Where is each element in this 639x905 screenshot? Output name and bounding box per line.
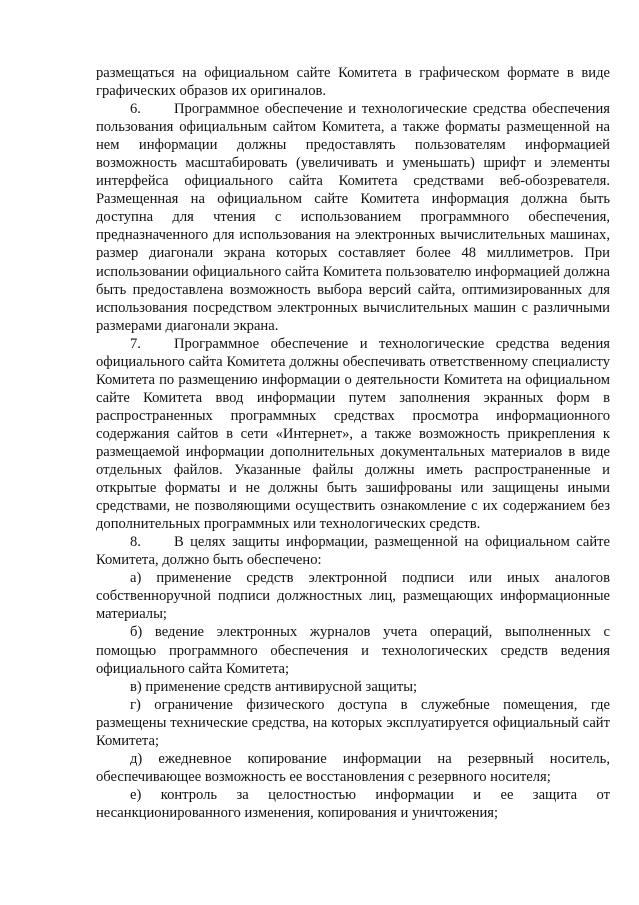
paragraph-text: Программное обеспечение и технологические средства ведения официального сайта Комитета должны обеспечивать ответственному специалисту Комитета по размещению информации о деятельности Комитета на официальном сайте Комитета ввод информации путем заполнения экранных форм в распространенных программных средствах просмотра информационного содержания сайтов в сети «Интернет», а также возможность прикрепления к размещаемой информации дополнительных документальных материалов в виде отдельных файлов. Указанные файлы должны иметь распространенные и открытые форматы и не должны быть зашифрованы или защищены иными средствами, не позволяющими осуществить ознакомление с их содержанием без дополнительных программных или технологических средств. <box>96 335 610 533</box>
paragraph-text: Программное обеспечение и технологические средства обеспечения пользования официальным сайтом Комитета, а также форматы размещенной на нем информации должны предоставлять пользователям информацией возможность масштабировать (увеличивать и уменьшать) шрифт и элементы интерфейса официального сайта Комитета средствами веб-обозревателя. Размещенная на официальном сайте Комитета информация должна быть доступна для чтения с использованием программного обеспечения, предназначенного для использования на электронных вычислительных машинах, размер диагонали экрана которых составляет более 48 миллиметров. При использовании официального сайта Комитета пользователю информацией должна быть предоставлена возможность выбора версий сайта, оптимизированных для использования посредством электронных вычислительных машин с различными размерами диагонали экрана. <box>96 101 610 334</box>
document-page <box>96 64 610 822</box>
list-item-a <box>96 569 610 623</box>
list-item-g <box>96 696 610 750</box>
paragraph-number: 7. <box>130 335 141 352</box>
paragraph-7 <box>96 335 610 534</box>
list-item-text: в) применение средств антивирусной защиты; <box>130 678 418 695</box>
paragraph-continuation <box>96 64 610 100</box>
list-item-text: г) ограничение физического доступа в служебные помещения, где размещены технические средства, на которых эксплуатируется официальный сайт Комитета; <box>96 696 610 749</box>
paragraph-8 <box>96 533 610 569</box>
paragraph-text: размещаться на официальном сайте Комитета в графическом формате в виде графических образов их оригиналов. <box>96 65 610 100</box>
list-item-v <box>96 678 610 696</box>
list-item-text: а) применение средств электронной подписи или иных аналогов собственноручной подписи должностных лиц, размещающих информационные материалы; <box>96 570 610 623</box>
list-item-b <box>96 623 610 677</box>
list-item-d <box>96 750 610 786</box>
list-item-text: б) ведение электронных журналов учета операций, выполненных с помощью программного обеспечения и технологических средств ведения официального сайта Комитета; <box>96 624 610 677</box>
paragraph-number: 8. <box>130 534 141 551</box>
list-item-text: е) контроль за целостностью информации и ее защита от несанкционированного изменения, копирования и уничтожения; <box>96 786 610 821</box>
paragraph-text: В целях защиты информации, размещенной на официальном сайте Комитета, должно быть обеспечено: <box>96 534 610 569</box>
paragraph-6 <box>96 100 610 335</box>
paragraph-number: 6. <box>130 101 141 118</box>
list-item-e <box>96 786 610 822</box>
list-item-text: д) ежедневное копирование информации на резервный носитель, обеспечивающее возможность ее восстановления с резервного носителя; <box>96 750 610 785</box>
